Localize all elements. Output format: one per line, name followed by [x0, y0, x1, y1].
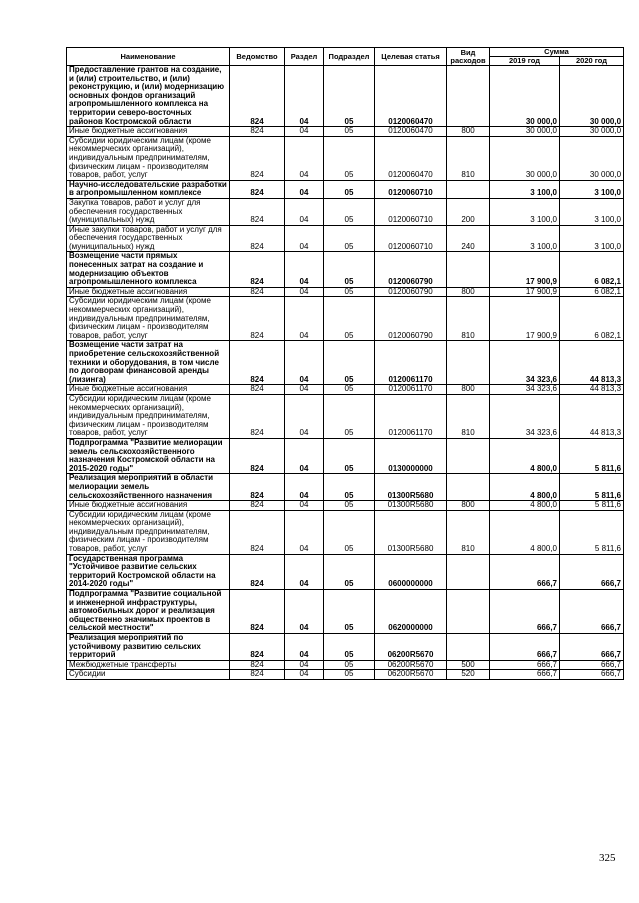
cell-dept: 824 [230, 136, 285, 180]
cell-name: Субсидии юридическим лицам (кроме некоммерческих организаций), индивидуальным предпринимателям, физическим лицам - производителям товаров, работ, услуг [67, 297, 230, 341]
cell-2020: 666,7 [560, 590, 624, 634]
header-subsection: Подраздел [324, 48, 375, 66]
cell-exptype: 800 [447, 501, 490, 511]
cell-name: Подпрограмма "Развитие мелиорации земель сельскохозяйственного назначения Костромской области на 2015-2020 годы" [67, 438, 230, 473]
cell-2020: 666,7 [560, 670, 624, 680]
table-row [67, 180, 624, 198]
table-row [67, 198, 624, 225]
cell-exptype [447, 590, 490, 634]
cell-target: 01300R5680 [375, 474, 447, 501]
cell-2019: 3 100,0 [490, 225, 560, 252]
cell-name: Субсидии юридическим лицам (кроме некоммерческих организаций), индивидуальным предпринимателям, физическим лицам - производителям товаров, работ, услуг [67, 136, 230, 180]
table-row [67, 341, 624, 385]
cell-exptype [447, 554, 490, 589]
table-row [67, 474, 624, 501]
cell-dept: 824 [230, 252, 285, 287]
table-row [67, 127, 624, 137]
cell-subsection: 05 [324, 670, 375, 680]
cell-target: 06200R5670 [375, 660, 447, 670]
cell-2020: 666,7 [560, 554, 624, 589]
cell-name: Возмещение части затрат на приобретение сельскохозяйственной техники и оборудования, в том числе по договорам финансовой аренды (лизинга) [67, 341, 230, 385]
cell-section: 04 [285, 660, 324, 670]
cell-subsection: 05 [324, 252, 375, 287]
cell-2020: 5 811,6 [560, 438, 624, 473]
cell-section: 04 [285, 252, 324, 287]
cell-subsection: 05 [324, 180, 375, 198]
cell-2019: 4 800,0 [490, 474, 560, 501]
table-row [67, 501, 624, 511]
cell-2019: 30 000,0 [490, 136, 560, 180]
cell-2020: 30 000,0 [560, 136, 624, 180]
cell-exptype: 240 [447, 225, 490, 252]
cell-2020: 5 811,6 [560, 501, 624, 511]
cell-exptype: 810 [447, 510, 490, 554]
table-row [67, 225, 624, 252]
page-number: 325 [599, 852, 616, 864]
table-body [67, 66, 624, 680]
cell-subsection: 05 [324, 66, 375, 127]
cell-name: Субсидии [67, 670, 230, 680]
cell-2019: 4 800,0 [490, 438, 560, 473]
cell-name: Субсидии юридическим лицам (кроме некоммерческих организаций), индивидуальным предпринимателям, физическим лицам - производителям товаров, работ, услуг [67, 510, 230, 554]
cell-target: 0120061170 [375, 385, 447, 395]
cell-name: Иные бюджетные ассигнования [67, 127, 230, 137]
cell-target: 0120060470 [375, 136, 447, 180]
cell-subsection: 05 [324, 590, 375, 634]
cell-subsection: 05 [324, 660, 375, 670]
cell-2020: 5 811,6 [560, 510, 624, 554]
table-row [67, 554, 624, 589]
cell-exptype: 500 [447, 660, 490, 670]
cell-dept: 824 [230, 670, 285, 680]
table-row [67, 287, 624, 297]
cell-2019: 666,7 [490, 670, 560, 680]
cell-target: 0120060710 [375, 198, 447, 225]
cell-target: 0120060790 [375, 297, 447, 341]
cell-section: 04 [285, 287, 324, 297]
cell-dept: 824 [230, 287, 285, 297]
cell-subsection: 05 [324, 394, 375, 438]
cell-target: 0120060470 [375, 66, 447, 127]
cell-exptype: 800 [447, 385, 490, 395]
table-row [67, 394, 624, 438]
cell-2020: 30 000,0 [560, 127, 624, 137]
cell-dept: 824 [230, 341, 285, 385]
cell-2020: 666,7 [560, 634, 624, 661]
cell-2019: 666,7 [490, 554, 560, 589]
table-row [67, 385, 624, 395]
header-2019: 2019 год [490, 57, 560, 66]
cell-exptype: 200 [447, 198, 490, 225]
cell-dept: 824 [230, 510, 285, 554]
cell-target: 0120060790 [375, 252, 447, 287]
cell-section: 04 [285, 297, 324, 341]
cell-2020: 44 813,3 [560, 394, 624, 438]
cell-subsection: 05 [324, 287, 375, 297]
cell-name: Государственная программа "Устойчивое развитие сельских территорий Костромской области на 2014-2020 годы" [67, 554, 230, 589]
cell-subsection: 05 [324, 297, 375, 341]
cell-section: 04 [285, 180, 324, 198]
header-target: Целевая статья [375, 48, 447, 66]
cell-dept: 824 [230, 297, 285, 341]
cell-name: Иные бюджетные ассигнования [67, 501, 230, 511]
cell-target: 0120060470 [375, 127, 447, 137]
budget-table [66, 47, 624, 680]
cell-dept: 824 [230, 66, 285, 127]
table-row [67, 634, 624, 661]
cell-target: 0120061170 [375, 341, 447, 385]
cell-exptype: 810 [447, 394, 490, 438]
cell-dept: 824 [230, 501, 285, 511]
cell-2020: 6 082,1 [560, 252, 624, 287]
cell-name: Предоставление грантов на создание, и (или) строительство, и (или) реконструкцию, и (или) модернизацию основных фондов организаций агропромышленного комплекса на территории северо-восточных районов Костромской области [67, 66, 230, 127]
cell-subsection: 05 [324, 385, 375, 395]
cell-name: Закупка товаров, работ и услуг для обеспечения государственных (муниципальных) нужд [67, 198, 230, 225]
cell-target: 01300R5680 [375, 510, 447, 554]
cell-2019: 4 800,0 [490, 510, 560, 554]
cell-dept: 824 [230, 438, 285, 473]
cell-name: Возмещение части прямых понесенных затрат на создание и модернизацию объектов агропромышленного комплекса [67, 252, 230, 287]
cell-2019: 3 100,0 [490, 198, 560, 225]
table-row [67, 670, 624, 680]
cell-exptype [447, 66, 490, 127]
cell-subsection: 05 [324, 501, 375, 511]
table-row [67, 590, 624, 634]
cell-2020: 30 000,0 [560, 66, 624, 127]
cell-exptype: 800 [447, 127, 490, 137]
cell-name: Подпрограмма "Развитие социальной и инженерной инфраструктуры, автомобильных дорог и реализация общественно значимых проектов в сельской местности" [67, 590, 230, 634]
cell-subsection: 05 [324, 225, 375, 252]
cell-section: 04 [285, 341, 324, 385]
cell-exptype: 520 [447, 670, 490, 680]
cell-dept: 824 [230, 590, 285, 634]
cell-2019: 17 900,9 [490, 297, 560, 341]
cell-dept: 824 [230, 394, 285, 438]
cell-dept: 824 [230, 474, 285, 501]
cell-name: Научно-исследовательские разработки в агропромышленном комплексе [67, 180, 230, 198]
cell-2019: 666,7 [490, 590, 560, 634]
cell-exptype [447, 474, 490, 501]
cell-2019: 17 900,9 [490, 287, 560, 297]
cell-exptype: 800 [447, 287, 490, 297]
cell-2019: 17 900,9 [490, 252, 560, 287]
cell-target: 0620000000 [375, 590, 447, 634]
cell-exptype [447, 252, 490, 287]
header-name: Наименование [67, 48, 230, 66]
cell-section: 04 [285, 590, 324, 634]
cell-dept: 824 [230, 180, 285, 198]
cell-subsection: 05 [324, 438, 375, 473]
cell-subsection: 05 [324, 198, 375, 225]
cell-subsection: 05 [324, 341, 375, 385]
cell-2020: 6 082,1 [560, 297, 624, 341]
cell-subsection: 05 [324, 510, 375, 554]
cell-2019: 666,7 [490, 660, 560, 670]
cell-2020: 3 100,0 [560, 225, 624, 252]
cell-section: 04 [285, 501, 324, 511]
cell-exptype [447, 341, 490, 385]
cell-section: 04 [285, 394, 324, 438]
cell-section: 04 [285, 385, 324, 395]
cell-target: 0120060790 [375, 287, 447, 297]
cell-section: 04 [285, 136, 324, 180]
cell-2020: 44 813,3 [560, 341, 624, 385]
cell-subsection: 05 [324, 554, 375, 589]
header-exptype: Вид расходов [447, 48, 490, 66]
cell-subsection: 05 [324, 127, 375, 137]
cell-exptype [447, 180, 490, 198]
cell-2019: 4 800,0 [490, 501, 560, 511]
cell-2019: 30 000,0 [490, 66, 560, 127]
cell-2019: 34 323,6 [490, 394, 560, 438]
cell-subsection: 05 [324, 474, 375, 501]
cell-2019: 3 100,0 [490, 180, 560, 198]
table-row [67, 297, 624, 341]
cell-2019: 34 323,6 [490, 341, 560, 385]
cell-section: 04 [285, 474, 324, 501]
cell-section: 04 [285, 554, 324, 589]
table-row [67, 438, 624, 473]
cell-2020: 5 811,6 [560, 474, 624, 501]
cell-2019: 666,7 [490, 634, 560, 661]
cell-2020: 3 100,0 [560, 198, 624, 225]
cell-2020: 666,7 [560, 660, 624, 670]
cell-target: 01300R5680 [375, 501, 447, 511]
cell-2020: 3 100,0 [560, 180, 624, 198]
cell-name: Иные бюджетные ассигнования [67, 385, 230, 395]
cell-section: 04 [285, 225, 324, 252]
cell-target: 0600000000 [375, 554, 447, 589]
table-row [67, 510, 624, 554]
cell-2020: 44 813,3 [560, 385, 624, 395]
header-dept: Ведомство [230, 48, 285, 66]
cell-dept: 824 [230, 554, 285, 589]
cell-exptype [447, 634, 490, 661]
cell-exptype: 810 [447, 297, 490, 341]
cell-name: Реализация мероприятий по устойчивому развитию сельских территорий [67, 634, 230, 661]
table-row [67, 136, 624, 180]
cell-target: 0120061170 [375, 394, 447, 438]
cell-2019: 34 323,6 [490, 385, 560, 395]
header-section: Раздел [285, 48, 324, 66]
cell-dept: 824 [230, 198, 285, 225]
table-header [67, 48, 624, 66]
cell-name: Реализация мероприятий в области мелиорации земель сельскохозяйственного назначения [67, 474, 230, 501]
cell-target: 06200R5670 [375, 634, 447, 661]
cell-2020: 6 082,1 [560, 287, 624, 297]
cell-subsection: 05 [324, 634, 375, 661]
cell-section: 04 [285, 198, 324, 225]
cell-exptype: 810 [447, 136, 490, 180]
table-row [67, 252, 624, 287]
cell-dept: 824 [230, 634, 285, 661]
header-sum: Сумма [490, 48, 624, 57]
cell-dept: 824 [230, 660, 285, 670]
cell-dept: 824 [230, 127, 285, 137]
cell-section: 04 [285, 66, 324, 127]
cell-dept: 824 [230, 225, 285, 252]
cell-section: 04 [285, 127, 324, 137]
cell-name: Иные закупки товаров, работ и услуг для обеспечения государственных (муниципальных) нужд [67, 225, 230, 252]
table-row [67, 660, 624, 670]
cell-section: 04 [285, 510, 324, 554]
cell-target: 0120060710 [375, 225, 447, 252]
cell-name: Иные бюджетные ассигнования [67, 287, 230, 297]
cell-exptype [447, 438, 490, 473]
header-2020: 2020 год [560, 57, 624, 66]
cell-section: 04 [285, 670, 324, 680]
cell-name: Субсидии юридическим лицам (кроме некоммерческих организаций), индивидуальным предпринимателям, физическим лицам - производителям товаров, работ, услуг [67, 394, 230, 438]
cell-target: 0120060710 [375, 180, 447, 198]
cell-target: 0130000000 [375, 438, 447, 473]
cell-name: Межбюджетные трансферты [67, 660, 230, 670]
cell-section: 04 [285, 438, 324, 473]
cell-2019: 30 000,0 [490, 127, 560, 137]
cell-subsection: 05 [324, 136, 375, 180]
cell-dept: 824 [230, 385, 285, 395]
cell-target: 06200R5670 [375, 670, 447, 680]
table-row [67, 66, 624, 127]
cell-section: 04 [285, 634, 324, 661]
